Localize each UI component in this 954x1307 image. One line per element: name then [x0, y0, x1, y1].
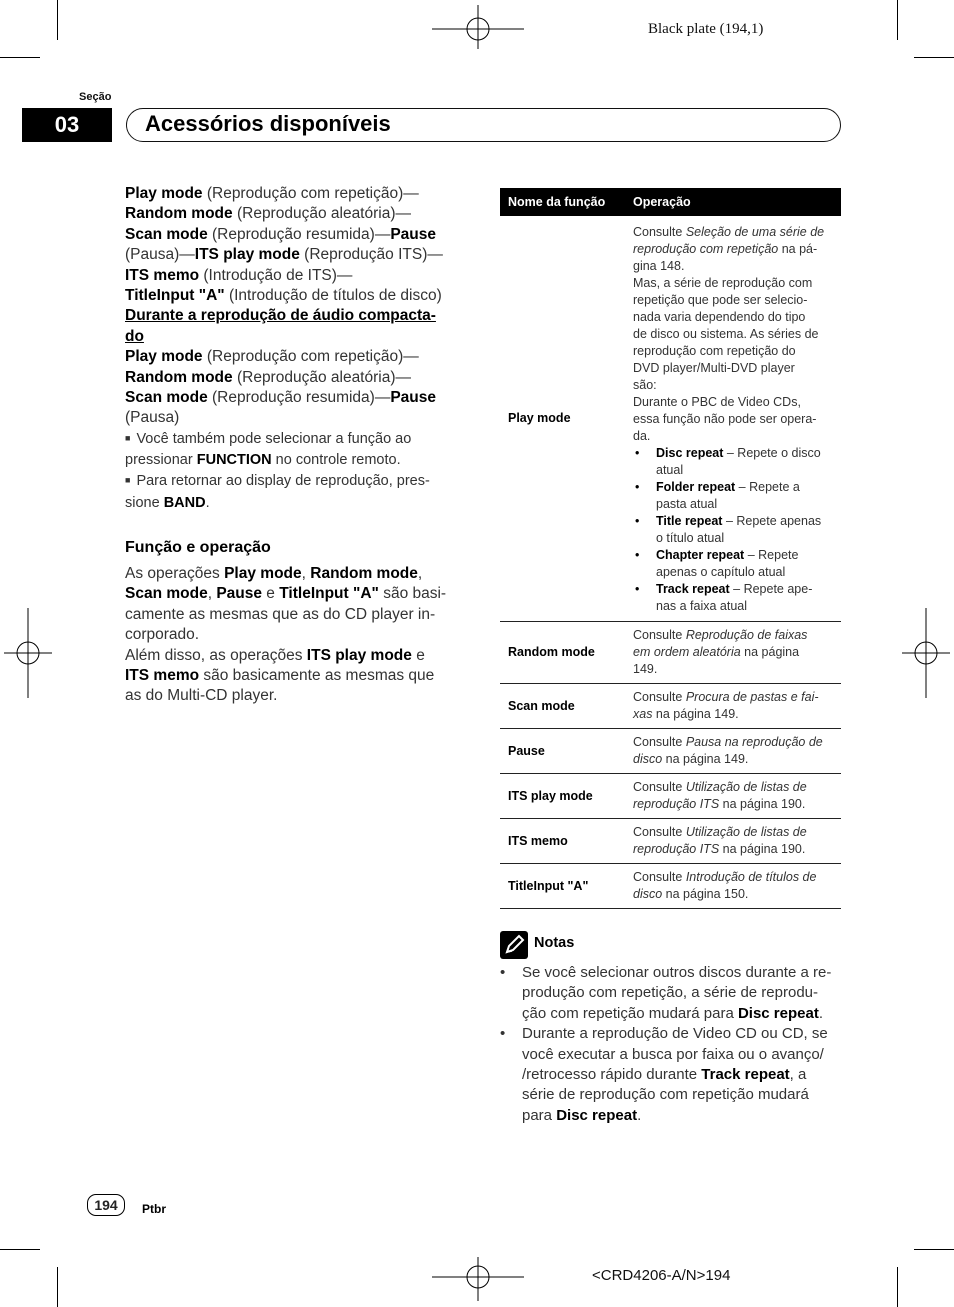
- text: 149.: [633, 662, 658, 676]
- text: (Reprodução aleatória)—: [232, 205, 411, 223]
- text: – Repete o disco: [723, 446, 821, 460]
- plate-text: Black plate (194,1): [648, 21, 764, 37]
- crop-mark: [57, 1267, 58, 1307]
- text: – Repete ape-: [729, 582, 813, 596]
- operation-line: [633, 706, 833, 723]
- section-title: Acessórios disponíveis: [145, 111, 391, 136]
- bold-text: Track repeat: [656, 582, 730, 596]
- text: (Pausa)—: [125, 246, 195, 264]
- table-header-row: [500, 188, 841, 216]
- mode-line: [125, 184, 470, 204]
- operation-cell: [625, 864, 841, 909]
- operation-line: [633, 275, 833, 292]
- text: na página 149.: [662, 752, 749, 766]
- bold-text: TitleInput "A": [125, 287, 225, 305]
- text: /retrocesso rápido durante: [522, 1066, 702, 1084]
- bold-text: Play mode: [224, 565, 302, 582]
- text: gina 148.: [633, 259, 685, 273]
- subheading-underlined: Durante a reprodução de áudio compacta-: [125, 307, 436, 325]
- note-line: [522, 1106, 845, 1126]
- list-item: [633, 547, 833, 581]
- function-name: ITS memo: [500, 819, 625, 864]
- italic-reference: xas: [633, 707, 653, 721]
- operation-line: [633, 224, 833, 241]
- tip-item: [125, 471, 470, 513]
- text: DVD player/Multi-DVD player: [633, 361, 795, 375]
- text: você executar a busca por faixa ou o avanço/: [522, 1045, 824, 1063]
- table-row: [500, 864, 841, 909]
- function-table: [500, 188, 841, 909]
- bold-text: Scan mode: [125, 585, 208, 603]
- operation-line: [633, 824, 833, 841]
- operation-line: [633, 734, 833, 751]
- text: série de reprodução com repetição mudará: [522, 1086, 809, 1104]
- bold-text: Pause: [390, 389, 437, 407]
- function-paragraph: [125, 564, 470, 707]
- text: Além disso, as operações: [125, 646, 307, 664]
- operation-line: [633, 644, 833, 661]
- crop-mark: [57, 0, 58, 40]
- text: (Reprodução ITS)—: [299, 246, 443, 264]
- notes-list: [500, 963, 845, 1126]
- note-item: [500, 963, 845, 1024]
- mode-line: [125, 266, 470, 286]
- text: na página 150.: [662, 887, 749, 901]
- text: As operações: [125, 565, 225, 582]
- text: (Reprodução com repetição)—: [202, 348, 419, 366]
- list-item-line: [656, 581, 833, 598]
- text: Consulte: [633, 825, 686, 839]
- function-name: Scan mode: [500, 684, 625, 729]
- operation-line: [633, 394, 833, 411]
- mode-line: [125, 368, 470, 388]
- bold-text: Scan mode: [125, 225, 208, 243]
- bold-text: Play mode: [125, 185, 203, 202]
- list-item-line: [656, 564, 833, 581]
- text: no controle remoto.: [271, 452, 401, 469]
- section-label: Seção: [79, 91, 112, 103]
- tip-line: [125, 471, 470, 493]
- list-item: [633, 479, 833, 513]
- crop-mark: [897, 0, 898, 40]
- bold-text: Track repeat: [701, 1066, 790, 1084]
- bold-text: Pause: [216, 585, 262, 603]
- bold-text: TitleInput "A": [279, 585, 379, 603]
- text: (Reprodução aleatória)—: [232, 368, 411, 386]
- list-item-line: [656, 530, 833, 547]
- text: – Repete a: [735, 480, 800, 494]
- table-row: [500, 684, 841, 729]
- operation-cell: [625, 684, 841, 729]
- text: essa função não pode ser opera-: [633, 412, 817, 426]
- crop-mark: [897, 1267, 898, 1307]
- text: (Reprodução resumida)—: [207, 389, 391, 407]
- text: – Repete apenas: [722, 514, 822, 528]
- table-header-function: Nome da função: [500, 188, 625, 216]
- text: .: [637, 1106, 642, 1124]
- text: pasta atual: [656, 497, 718, 511]
- operation-cell: [625, 774, 841, 819]
- paragraph-line: [125, 605, 470, 625]
- note-item: [500, 1024, 845, 1126]
- bold-text: Folder repeat: [656, 480, 736, 494]
- text: na página 190.: [719, 842, 806, 856]
- operation-line: [633, 377, 833, 394]
- table-row: [500, 729, 841, 774]
- text: Para retornar ao display de reprodução, pres-: [136, 473, 430, 490]
- text: corporado.: [125, 626, 200, 644]
- list-item-line: [656, 462, 833, 479]
- note-line: [522, 963, 845, 983]
- mode-line: [125, 286, 470, 306]
- operation-line: [633, 360, 833, 377]
- bold-text: Disc repeat: [656, 446, 724, 460]
- text: reprodução com repetição do: [633, 344, 796, 358]
- bold-text: BAND: [163, 494, 206, 511]
- paragraph-line: [125, 584, 470, 604]
- note-line: [522, 1004, 845, 1024]
- bold-text: Disc repeat: [556, 1106, 638, 1124]
- function-heading: Função e operação: [125, 539, 271, 556]
- text: e: [411, 646, 425, 664]
- note-line: [522, 983, 845, 1003]
- paragraph-line: [125, 564, 470, 584]
- note-line: [522, 1024, 845, 1044]
- text: Se você selecionar outros discos durante a re-: [522, 964, 832, 981]
- table-row: [500, 216, 841, 622]
- list-item-line: [656, 513, 833, 530]
- operation-line: [633, 292, 833, 309]
- paragraph-line: [125, 625, 470, 645]
- list-item: [633, 513, 833, 547]
- operation-cell: [625, 729, 841, 774]
- crop-mark: [0, 1249, 40, 1250]
- text: (Introdução de títulos de disco): [224, 287, 442, 305]
- section-number-badge: 03: [22, 108, 112, 142]
- italic-reference: Utilização de listas de: [685, 825, 807, 839]
- left-column: [125, 184, 470, 513]
- bold-text: ITS play mode: [306, 646, 412, 664]
- text: na página 190.: [719, 797, 806, 811]
- tip-line: [125, 429, 470, 451]
- mode-line: [125, 306, 470, 326]
- text: Consulte: [633, 870, 686, 884]
- document-id: <CRD4206-A/N>194: [592, 1267, 731, 1284]
- paragraph-line: [125, 666, 470, 686]
- operation-line: [633, 326, 833, 343]
- text: as do Multi-CD player.: [125, 687, 278, 705]
- function-name: TitleInput "A": [500, 864, 625, 909]
- bold-text: Random mode: [125, 368, 233, 386]
- mode-line: [125, 347, 470, 367]
- operation-line: [633, 689, 833, 706]
- operation-line: [633, 343, 833, 360]
- operation-line: [633, 886, 833, 903]
- text: de disco ou sistema. As séries de: [633, 327, 819, 341]
- bold-text: ITS play mode: [194, 246, 300, 264]
- tip-line: [125, 493, 470, 514]
- text: (Reprodução resumida)—: [207, 225, 391, 243]
- mode-line: [125, 225, 470, 245]
- list-item-line: [656, 496, 833, 513]
- bold-text: ITS memo: [125, 266, 200, 284]
- registration-mark-right: [902, 608, 950, 698]
- italic-reference: Seleção de uma série de: [685, 225, 825, 239]
- operation-line: [633, 661, 833, 678]
- mode-line: [125, 327, 470, 347]
- text: são:: [633, 378, 657, 392]
- function-name: ITS play mode: [500, 774, 625, 819]
- square-bullet-icon: ■: [125, 475, 131, 486]
- text: pressionar: [125, 452, 197, 469]
- text: ,: [417, 565, 423, 582]
- bold-text: Random mode: [125, 205, 233, 223]
- text: são basi-: [378, 585, 447, 603]
- note-line: [522, 1045, 845, 1065]
- italic-reference: reprodução com repetição: [633, 242, 779, 256]
- text: ,: [301, 565, 311, 582]
- text: Durante o PBC de Video CDs,: [633, 395, 801, 409]
- mode-sequence: [125, 184, 470, 429]
- operation-line: [633, 241, 833, 258]
- text: , a: [789, 1066, 807, 1084]
- repeat-options-list: [633, 445, 833, 615]
- text: camente as mesmas que as do CD player in-: [125, 605, 436, 623]
- paragraph-line: [125, 646, 470, 666]
- text: ,: [207, 585, 217, 603]
- mode-line: [125, 408, 470, 428]
- italic-reference: Pausa na reprodução de: [685, 735, 823, 749]
- italic-reference: disco: [633, 752, 663, 766]
- registration-mark-bottom: [432, 1257, 524, 1301]
- operation-line: [633, 779, 833, 796]
- text: Você também pode selecionar a função ao: [136, 430, 412, 447]
- text: .: [818, 1004, 823, 1022]
- bold-text: Scan mode: [125, 389, 208, 407]
- text: (Reprodução com repetição)—: [202, 185, 419, 202]
- list-item-line: [656, 445, 833, 462]
- operation-line: [633, 796, 833, 813]
- italic-reference: disco: [633, 887, 663, 901]
- text: (Pausa): [125, 409, 180, 427]
- text: para: [522, 1106, 557, 1124]
- mode-line: [125, 388, 470, 408]
- text: nada varia dependendo do tipo: [633, 310, 806, 324]
- function-name: Random mode: [500, 622, 625, 684]
- italic-reference: Procura de pastas e fai-: [685, 690, 819, 704]
- tip-item: [125, 429, 470, 471]
- text: Consulte: [633, 628, 686, 642]
- mode-line: [125, 245, 470, 265]
- text: repetição que pode ser selecio-: [633, 293, 808, 307]
- mode-line: [125, 204, 470, 224]
- operation-cell: [625, 216, 841, 622]
- subheading-underlined: do: [125, 327, 144, 345]
- bold-text: Chapter repeat: [656, 548, 745, 562]
- text: produção com repetição, a série de reprodu-: [522, 984, 819, 1002]
- tip-line: [125, 450, 470, 471]
- italic-reference: reprodução ITS: [633, 842, 720, 856]
- text: na pá-: [778, 242, 818, 256]
- bold-text: FUNCTION: [196, 452, 272, 469]
- page-number: 194: [87, 1194, 125, 1216]
- table-row: [500, 819, 841, 864]
- notes-heading: Notas: [534, 935, 575, 951]
- note-line: [522, 1085, 845, 1105]
- text: e: [262, 585, 280, 603]
- registration-mark-left: [4, 608, 52, 698]
- square-bullet-icon: ■: [125, 432, 131, 443]
- text: na página 149.: [652, 707, 739, 721]
- italic-reference: Introdução de títulos de: [685, 870, 817, 884]
- italic-reference: Reprodução de faixas: [685, 628, 808, 642]
- operation-line: [633, 627, 833, 644]
- bold-text: Title repeat: [656, 514, 723, 528]
- list-item-line: [656, 598, 833, 615]
- table-header-operation: Operação: [625, 188, 841, 216]
- note-line: [522, 1065, 845, 1085]
- function-name: Pause: [500, 729, 625, 774]
- text: atual: [656, 463, 684, 477]
- operation-cell: [625, 819, 841, 864]
- operation-line: [633, 428, 833, 445]
- table-row: [500, 774, 841, 819]
- text: da.: [633, 429, 651, 443]
- text: .: [205, 494, 210, 511]
- bold-text: Disc repeat: [737, 1004, 819, 1022]
- text: Consulte: [633, 735, 686, 749]
- crop-mark: [0, 57, 40, 58]
- section-title-box: [126, 108, 841, 142]
- function-name: Play mode: [500, 216, 625, 622]
- list-item: [633, 581, 833, 615]
- text: Consulte: [633, 690, 686, 704]
- text: Consulte: [633, 225, 686, 239]
- list-item-line: [656, 479, 833, 496]
- bold-text: Random mode: [310, 565, 418, 582]
- text: ção com repetição mudará para: [522, 1004, 738, 1022]
- table-row: [500, 622, 841, 684]
- operation-line: [633, 411, 833, 428]
- operation-line: [633, 841, 833, 858]
- crop-mark: [914, 1249, 954, 1250]
- operation-line: [633, 258, 833, 275]
- list-item-line: [656, 547, 833, 564]
- text: sione: [125, 494, 164, 511]
- tips: [125, 429, 470, 513]
- operation-cell: [625, 622, 841, 684]
- note-pencil-icon: [500, 931, 528, 959]
- bold-text: Pause: [390, 225, 437, 243]
- text: o título atual: [656, 531, 725, 545]
- bold-text: Play mode: [125, 348, 203, 366]
- text: – Repete: [744, 548, 799, 562]
- paragraph-line: [125, 686, 470, 706]
- text: Durante a reprodução de Video CD ou CD, se: [522, 1025, 828, 1043]
- crop-mark: [914, 57, 954, 58]
- operation-line: [633, 309, 833, 326]
- text: apenas o capítulo atual: [656, 565, 786, 579]
- language-code: Ptbr: [142, 1202, 166, 1216]
- list-item: [633, 445, 833, 479]
- text: são basicamente as mesmas que: [199, 667, 435, 685]
- italic-reference: reprodução ITS: [633, 797, 720, 811]
- text: nas a faixa atual: [656, 599, 748, 613]
- text: Consulte: [633, 780, 686, 794]
- text: na página: [740, 645, 800, 659]
- bold-text: ITS memo: [125, 667, 200, 685]
- operation-line: [633, 869, 833, 886]
- italic-reference: Utilização de listas de: [685, 780, 807, 794]
- italic-reference: em ordem aleatória: [633, 645, 741, 659]
- operation-line: [633, 751, 833, 768]
- registration-mark-top: [432, 5, 524, 49]
- text: (Introdução de ITS)—: [199, 266, 353, 284]
- text: Mas, a série de reprodução com: [633, 276, 813, 290]
